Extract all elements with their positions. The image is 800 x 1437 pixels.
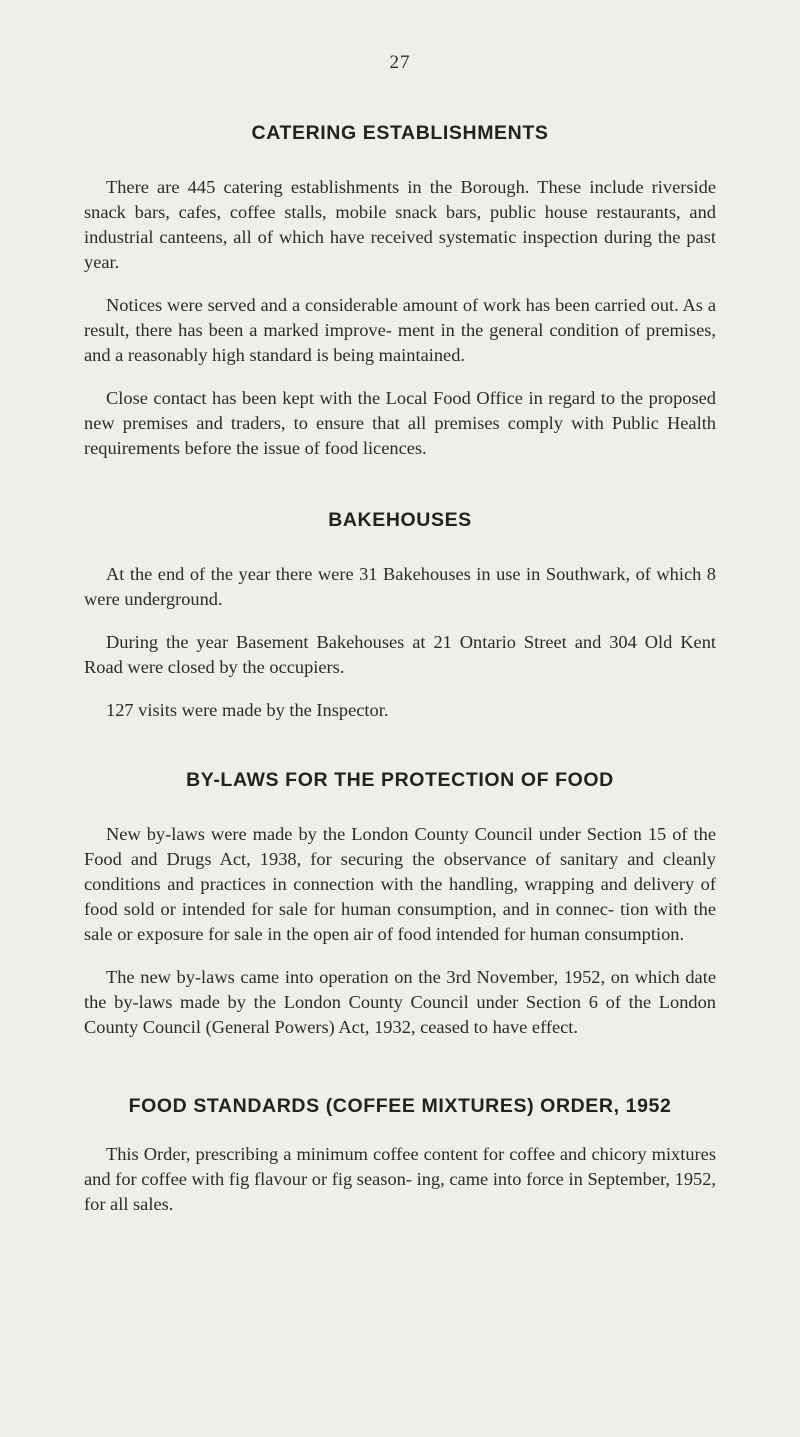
document-page (84, 52, 716, 1235)
paragraph: The new by-laws came into operation on the 3rd November, 1952, on which date the by-laws made by the London County Council under Section 6 of the London County Council (General Powers) Act, 1932, ceased to have effect. (84, 967, 716, 1037)
heading-catering-establishments: CATERING ESTABLISHMENTS (251, 122, 549, 144)
paragraph: During the year Basement Bakehouses at 21 Ontario Street and 304 Old Kent Road were closed by the occupiers. (84, 632, 716, 677)
paragraph: There are 445 catering establishments in the Borough. These include riverside snack bars, cafes, coffee stalls, mobile snack bars, public house restaurants, and industrial canteens, all of which have received systematic inspection during the past year. (84, 177, 716, 272)
paragraph: At the end of the year there were 31 Bakehouses in use in Southwark, of which 8 were underground. (84, 564, 716, 609)
paragraph: Notices were served and a considerable amount of work has been carried out. As a result, there has been a marked improve- ment in the general condition of premises, and a reasonably high standard is being maintained. (84, 295, 716, 365)
paragraph: New by-laws were made by the London County Council under Section 15 of the Food and Drugs Act, 1938, for securing the observance of sanitary and cleanly conditions and practices in connection with the handling, wrapping and delivery of food sold or intended for sale for human consumption, and in connec- tion with the sale or exposure for sale in the open air of food intended for human consumption. (84, 824, 716, 944)
heading-by-laws: BY-LAWS FOR THE PROTECTION OF FOOD (186, 769, 614, 791)
page-number: 27 (389, 52, 411, 73)
paragraph: This Order, prescribing a minimum coffee content for coffee and chicory mixtures and for coffee with fig flavour or fig season- ing, came into force in September, 1952, for all sales. (84, 1144, 716, 1214)
paragraph: 127 visits were made by the Inspector. (106, 700, 389, 720)
heading-bakehouses: BAKEHOUSES (328, 509, 472, 531)
paragraph: Close contact has been kept with the Local Food Office in regard to the proposed new premises and traders, to ensure that all premises comply with Public Health requirements before the issue of food licences. (84, 388, 716, 458)
heading-food-standards: FOOD STANDARDS (COFFEE MIXTURES) ORDER, 1952 (128, 1095, 672, 1117)
